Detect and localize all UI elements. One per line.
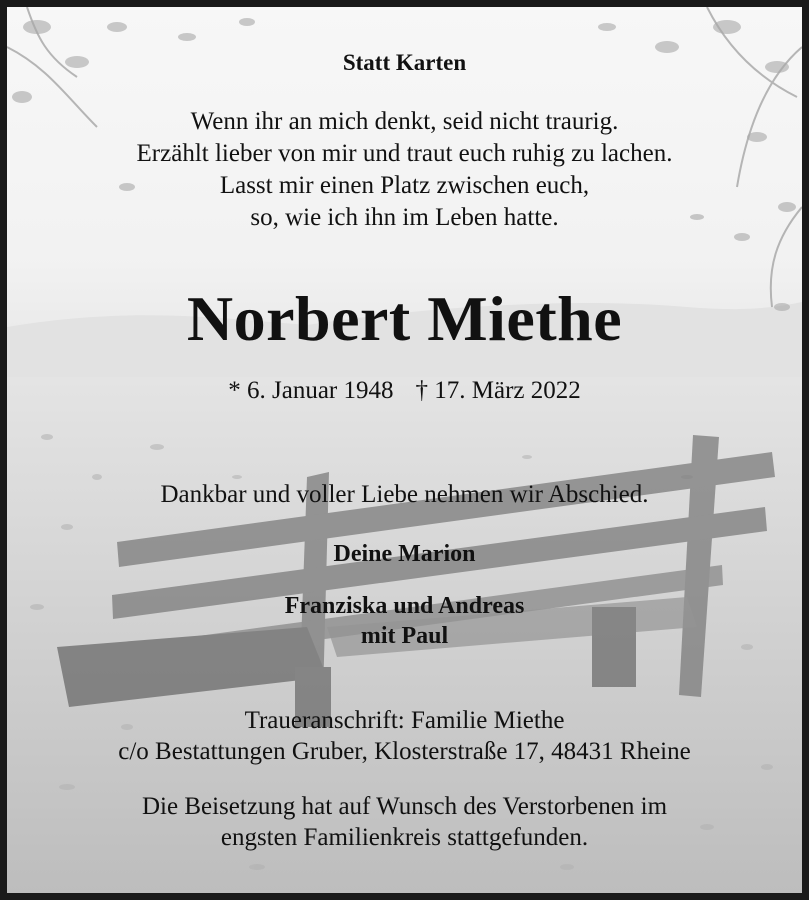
closing-line-2: engsten Familienkreis stattgefunden.	[220, 824, 589, 851]
mourner-franziska-andreas: Franziska und Andreas	[284, 593, 525, 619]
closing-line-1: Die Beisetzung hat auf Wunsch des Verstorbenen im	[141, 793, 668, 820]
address-line-2: c/o Bestattungen Gruber, Klosterstraße 17, 48431 Rheine	[118, 738, 691, 765]
birth-date: * 6. Januar 1948	[228, 377, 394, 404]
mourner-paul: mit Paul	[360, 623, 449, 649]
farewell-text: Dankbar und voller Liebe nehmen wir Abschied.	[160, 481, 649, 508]
address-line-1: Traueranschrift: Familie Miethe	[244, 707, 565, 734]
header-statt-karten: Statt Karten	[342, 50, 467, 75]
verse-line-3: Lasst mir einen Platz zwischen euch,	[219, 172, 590, 199]
verse-line-4: so, wie ich ihn im Leben hatte.	[250, 204, 559, 231]
death-date: † 17. März 2022	[415, 377, 581, 404]
life-dates	[7, 377, 802, 405]
mourner-marion: Deine Marion	[333, 541, 476, 567]
verse-line-1: Wenn ihr an mich denkt, seid nicht traurig.	[190, 108, 619, 135]
verse-line-2: Erzählt lieber von mir und traut euch ruhig zu lachen.	[136, 140, 673, 167]
deceased-name: Norbert Miethe	[186, 283, 623, 354]
